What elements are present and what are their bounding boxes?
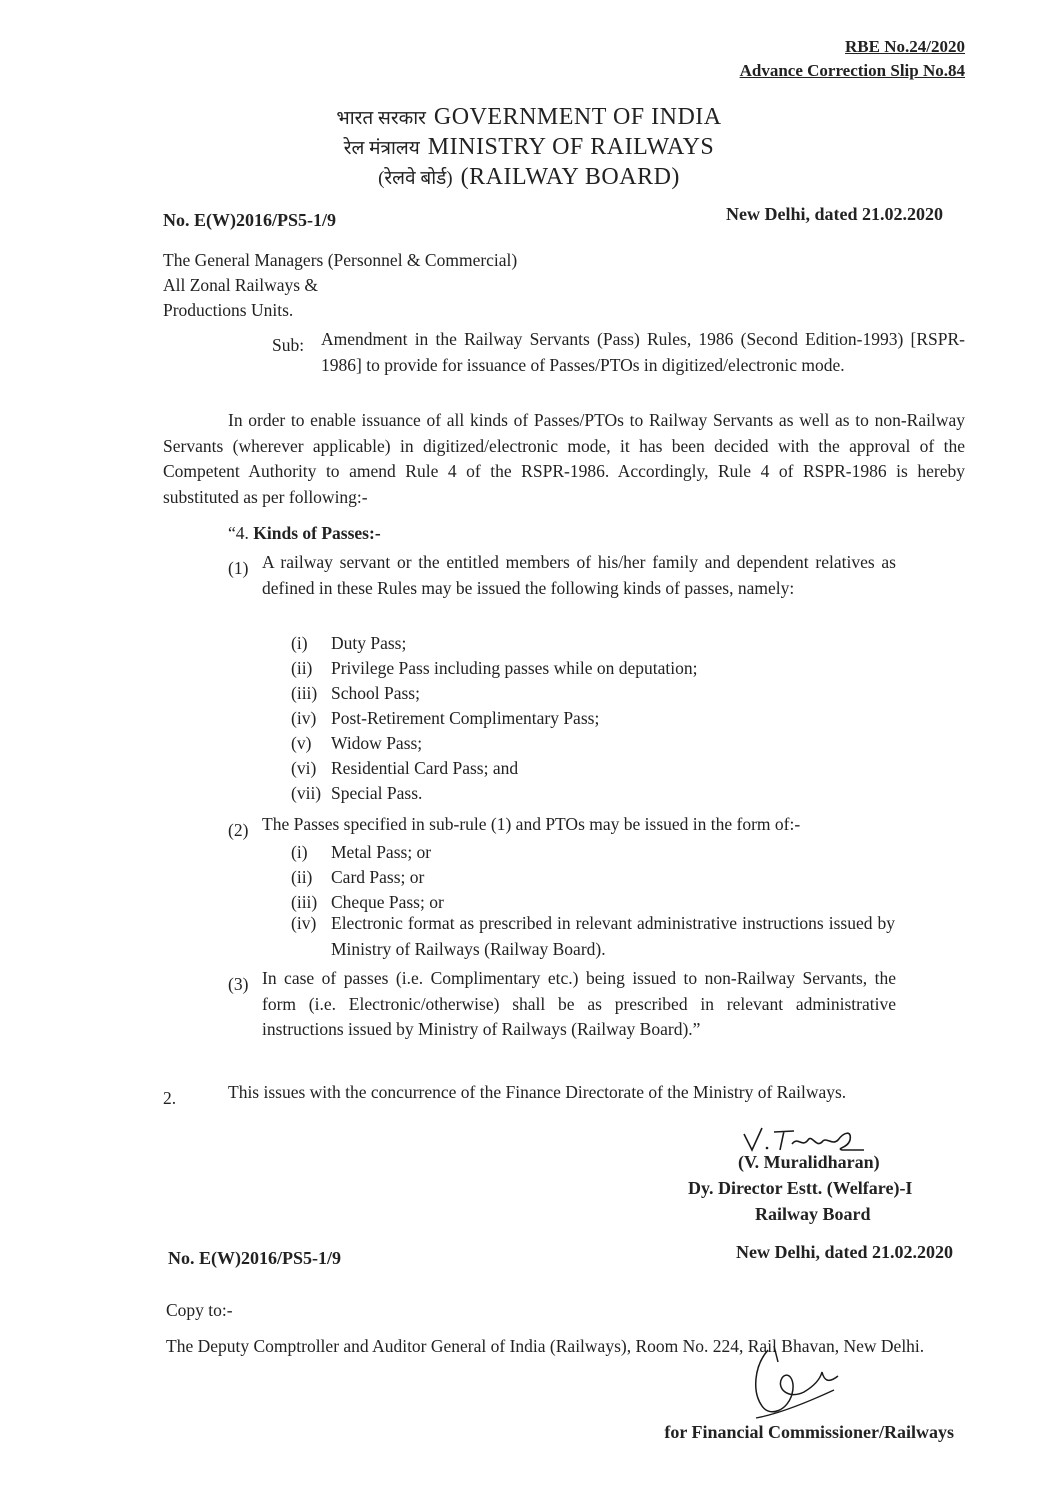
rbe-number: RBE No.24/2020 (845, 37, 965, 56)
subject-label: Sub: (272, 335, 305, 355)
copy-date: New Delhi, dated 21.02.2020 (736, 1242, 953, 1262)
list-item (291, 706, 599, 732)
letter-date: New Delhi, dated 21.02.2020 (726, 204, 943, 224)
list-item-number: (i) (291, 842, 308, 862)
list-item-number: (iii) (291, 892, 318, 912)
list-item (291, 681, 420, 707)
list-item (291, 781, 422, 807)
list-item-text: Card Pass; or (331, 867, 425, 887)
signatory-name: (V. Muralidharan) (738, 1152, 880, 1172)
list-item-number: (iii) (291, 683, 318, 703)
list-item-text: Metal Pass; or (331, 842, 432, 862)
list-item-text: School Pass; (331, 683, 420, 703)
subject-text: Amendment in the Railway Servants (Pass) Rules, 1986 (Second Edition-1993) [RSPR-1986] to provide for issuance of Passes/PTOs in digitized/electronic mode. (321, 329, 965, 375)
header-hindi-board: (रेलवे बोर्ड) (378, 168, 453, 189)
rule-heading-title: Kinds of Passes:- (253, 523, 381, 543)
list-item (291, 756, 518, 782)
sub-rule-1-text: A railway servant or the entitled members of his/her family and dependent relatives as defined in these Rules may be issued the following kinds of passes, namely: (262, 552, 896, 598)
sub-rule-1-number: (1) (228, 558, 249, 578)
list-item (291, 840, 431, 866)
signature-mark (748, 1340, 848, 1430)
list-item (291, 656, 697, 682)
sub-rule-3-text: In case of passes (i.e. Complimentary etc.) being issued to non-Railway Servants, the form (i.e. Electronic/otherwise) shall be as prescribed in relevant administrative instructions issued by Ministry of Railways (Railway Board).” (262, 968, 896, 1039)
list-item-number: (ii) (291, 658, 313, 678)
signatory-designation: Dy. Director Estt. (Welfare)-I (688, 1178, 913, 1198)
header-hindi-government: भारत सरकार (336, 108, 426, 129)
rule-heading-number: “4. (228, 523, 249, 543)
list-item-number: (iv) (291, 913, 317, 933)
list-item-number: (vii) (291, 783, 322, 803)
file-number: No. E(W)2016/PS5-1/9 (163, 210, 336, 230)
paragraph-1: In order to enable issuance of all kinds of Passes/PTOs to Railway Servants as well as to non-Railway Servants (wherever applicable) in digitized/electronic mode, it has been decided with the approval of the Competent Authority to amend Rule 4 of the RSPR-1986. Accordingly, Rule 4 of RSPR-1986 is hereby substituted as per following:- (163, 410, 965, 507)
list-item-number: (iv) (291, 708, 317, 728)
copy-for-line: for Financial Commissioner/Railways (664, 1422, 954, 1442)
rule-heading (228, 521, 381, 547)
list-item-text: Electronic format as prescribed in relevant administrative instructions issued by Ministry of Railways (Railway Board). (331, 913, 895, 959)
list-item-text: Privilege Pass including passes while on deputation; (331, 658, 698, 678)
list-item-text: Duty Pass; (331, 633, 407, 653)
header-line-ministry (0, 132, 1058, 164)
list-item-text: Widow Pass; (331, 733, 423, 753)
list-item-text: Special Pass. (331, 783, 423, 803)
copy-file-number: No. E(W)2016/PS5-1/9 (168, 1248, 341, 1268)
list-item-number: (i) (291, 633, 308, 653)
copy-recipient: The Deputy Comptroller and Auditor General of India (Railways), Room No. 224, Rail Bhavan, New Delhi. (166, 1336, 925, 1356)
list-item-text: Post-Retirement Complimentary Pass; (331, 708, 600, 728)
signatory-office: Railway Board (755, 1204, 871, 1224)
list-item (291, 731, 422, 757)
list-item-text: Cheque Pass; or (331, 892, 444, 912)
sub-rule-2-number: (2) (228, 820, 249, 840)
list-item-number: (vi) (291, 758, 317, 778)
header-line-board (0, 162, 1058, 194)
addressee-line-3: Productions Units. (163, 300, 294, 320)
list-item-number: (ii) (291, 867, 313, 887)
header-line-government (0, 102, 1058, 134)
list-item-text: Residential Card Pass; and (331, 758, 519, 778)
list-item (291, 631, 406, 657)
list-item (291, 911, 895, 962)
header-english-government: GOVERNMENT OF INDIA (433, 104, 722, 130)
list-item-number: (v) (291, 733, 312, 753)
header-hindi-ministry: रेल मंत्रालय (343, 138, 420, 159)
paragraph-2-number: 2. (163, 1088, 177, 1108)
addressee-line-1: The General Managers (Personnel & Commercial) (163, 250, 518, 270)
paragraph-2-text: This issues with the concurrence of the Finance Directorate of the Ministry of Railways. (228, 1082, 847, 1102)
copy-to-label: Copy to:- (166, 1300, 233, 1320)
correction-slip-number: Advance Correction Slip No.84 (739, 61, 965, 80)
sub-rule-3-number: (3) (228, 974, 249, 994)
addressee-line-2: All Zonal Railways & (163, 275, 319, 295)
header-english-board: (RAILWAY BOARD) (460, 164, 680, 190)
list-item (291, 865, 424, 891)
header-english-ministry: MINISTRY OF RAILWAYS (427, 134, 715, 160)
sub-rule-2-text: The Passes specified in sub-rule (1) and PTOs may be issued in the form of:- (262, 814, 801, 834)
